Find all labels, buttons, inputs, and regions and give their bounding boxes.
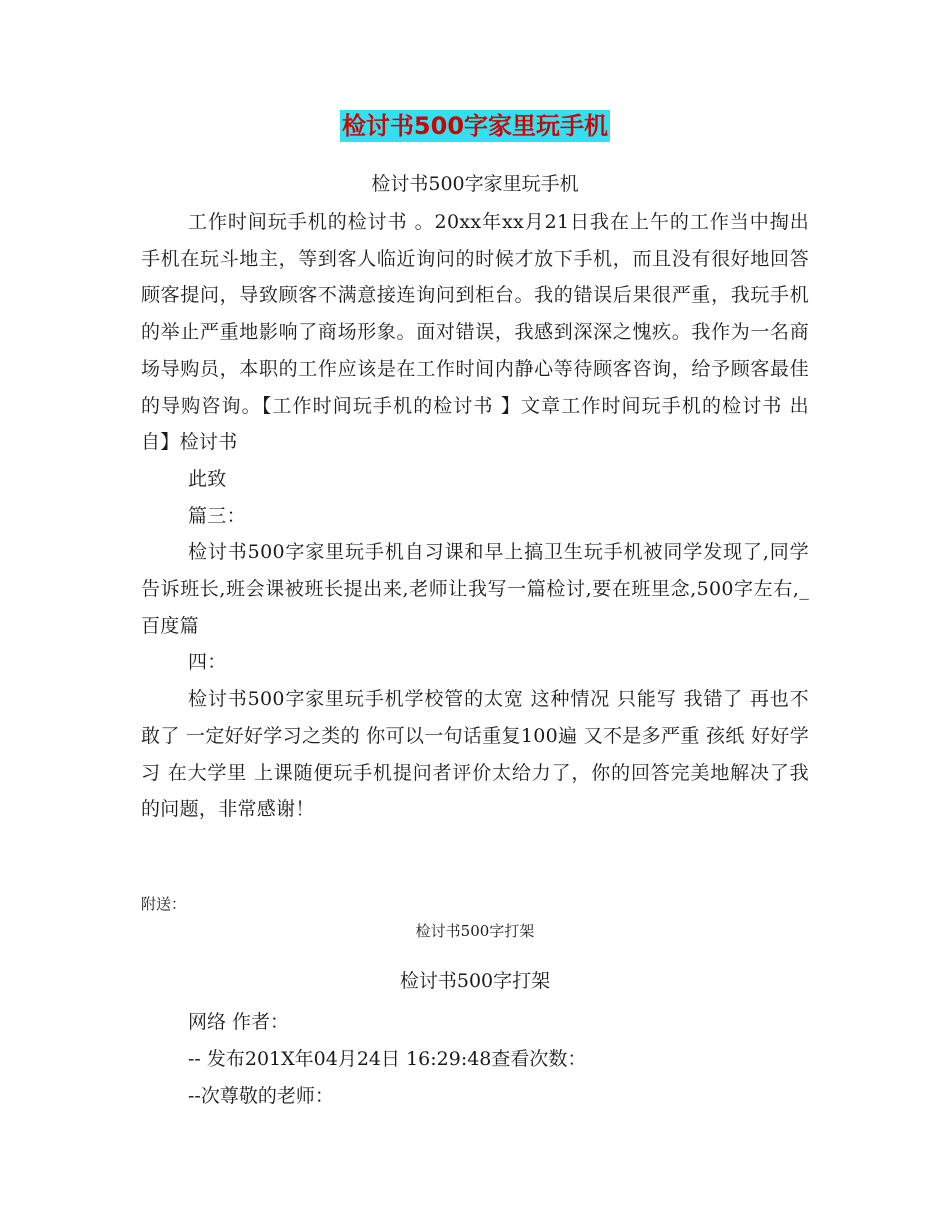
annex-line-2: -- 发布201X年04月24日 16:29:48查看次数： — [188, 1048, 587, 1070]
annex-label: 附送： — [141, 895, 187, 913]
paragraph-1: 工作时间玩手机的检讨书 。20xx年xx月21日我在上午的工作当中掏出手机在玩斗地主，等到客人临近询问的时候才放下手机，而且没有很好地回答顾客提问，导致顾客不满意接连询问到柜台。我的错误后果很严重，我玩手机的举止严重地影响了商场形象。面对错误，我感到深深之愧疚。我作为一名商场导购员，本职的工作应该是在工作时间内静心等待顾客咨询，给予顾客最佳的导购咨询。【工作时间玩手机的检讨书 】文章工作时间玩手机的检讨书 出自】检讨书 — [141, 211, 809, 454]
annex-body — [141, 1004, 809, 1115]
paragraph-4: 检讨书500字家里玩手机自习课和早上搞卫生玩手机被同学发现了,同学告诉班长,班会课被班长提出来,老师让我写一篇检讨,要在班里念,500字左右,_百度篇 — [141, 541, 809, 637]
paragraph-2: 此致 — [188, 467, 227, 490]
annex-title: 检讨书500字打架 — [399, 970, 551, 992]
annex-line-3: --次尊敬的老师： — [188, 1085, 334, 1107]
document-subtitle: 检讨书500字家里玩手机 — [371, 173, 579, 195]
annex-line-1: 网络 作者： — [188, 1011, 290, 1033]
document-title-wrap — [0, 110, 950, 142]
document-body — [141, 204, 809, 828]
document-title: 检讨书500字家里玩手机 — [341, 112, 609, 140]
paragraph-6: 检讨书500字家里玩手机学校管的太宽 这种情况 只能写 我错了 再也不敢了 一定好好学习之类的 你可以一句话重复100遍 又不是多严重 孩纸 好好学习 在大学里 上课随便玩手机提问者评价太给力了，你的回答完美地解决了我的问题，非常感谢！ — [141, 688, 809, 821]
paragraph-3: 篇三： — [188, 504, 246, 527]
annex-subheading: 检讨书500字打架 — [415, 922, 535, 940]
paragraph-5: 四： — [188, 651, 227, 674]
